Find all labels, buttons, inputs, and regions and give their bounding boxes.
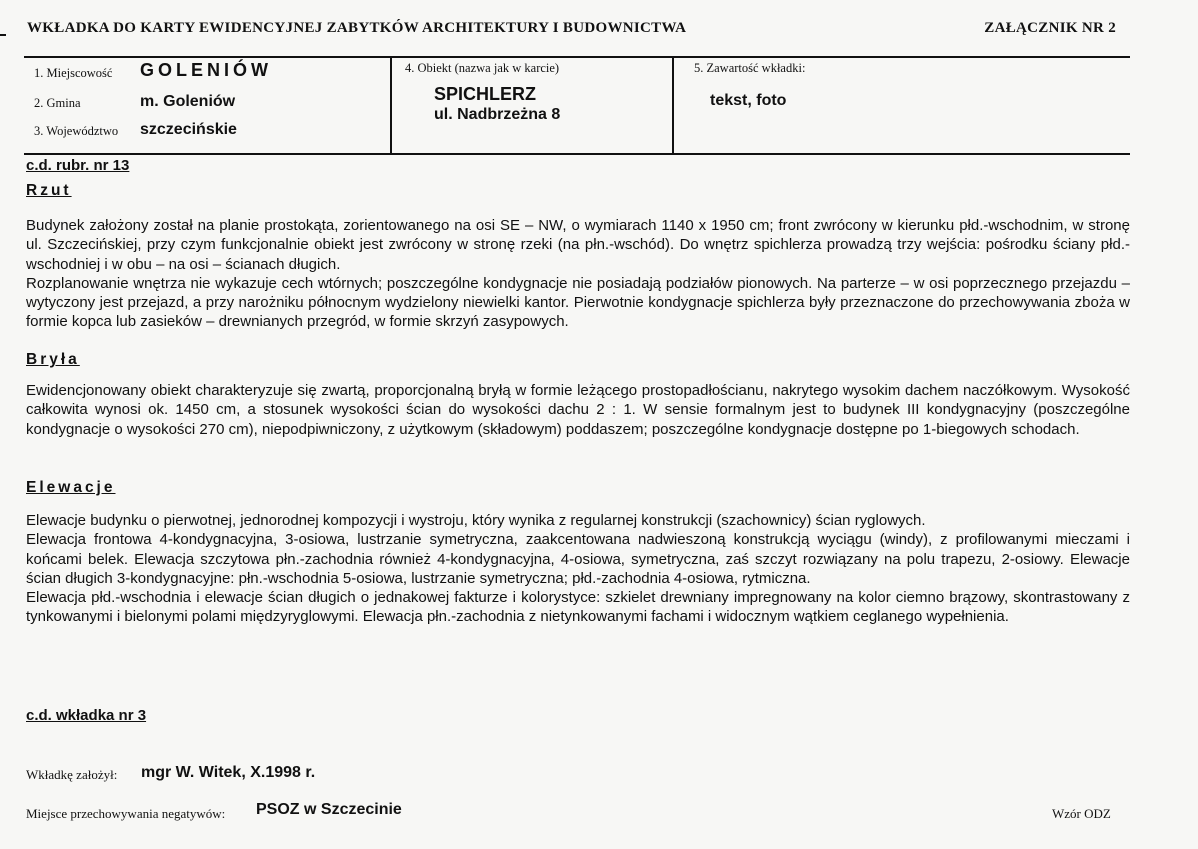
commune-value: m. Goleniów [140, 93, 236, 110]
template-mark: Wzór ODZ [1052, 806, 1111, 821]
voivodeship-value: szczecińskie [140, 121, 237, 138]
locality-label: 1. Miejscowość [34, 66, 113, 80]
object-label: 4. Obiekt (nazwa jak w karcie) [405, 61, 560, 75]
box-bottom-rule [24, 153, 1130, 155]
commune-label: 2. Gmina [34, 96, 81, 110]
paragraph: Budynek założony został na planie prostokąta, zorientowanego na osi SE – NW, o wymiarach 1140 x 1950 cm; front zwrócony w kierunku płd.-wschodnim, w stronę ul. Szczecińskiej, przy czym funkcjonalnie obiekt jest zwrócony w stronę rzeki (na płn.-wschód). Do wnętrz spichlerza prowadzą trzy wejścia: pośrodku ściany płd.-wschodniej i w obu – na osi – ścianach długich. [26, 217, 1130, 273]
author-label: Wkładkę założył: [26, 767, 118, 782]
object-address: ul. Nadbrzeżna 8 [434, 106, 561, 123]
paragraph: Elewacja frontowa 4-kondygnacyjna, 3-osiowa, lustrzanie symetryczna, zaakcentowana nadwieszoną konstrukcją wyciągu (windy), z profilowanymi mieczami i końcami belek. Elewacja szczytowa płn.-zachodnia również 4-kondygnacyjna, 4-osiowa, symetryczna, zaś szczyt rozwiązany na polu trapezu, 2-osiowy. Elewacje ścian długich 3-kondygnacyjne: płn.-wschodnia 5-osiowa, lustrzanie symetryczna; płd.-zachodnia 4-osiowa, rytmiczna. [26, 531, 1130, 587]
box-divider-1 [390, 56, 392, 154]
author-value: mgr W. Witek, X.1998 r. [141, 764, 316, 781]
continuation-ref: c.d. rubr. nr 13 [26, 157, 130, 174]
annex-number: ZAŁĄCZNIK NR 2 [984, 20, 1116, 36]
section-body-bryla [26, 381, 1130, 439]
section-body-rzut [26, 216, 1130, 332]
section-heading-elewacje: Elewacje [26, 479, 116, 496]
storage-value: PSOZ w Szczecinie [256, 801, 402, 818]
paragraph: Elewacje budynku o pierwotnej, jednorodnej kompozycji i wystroju, który wynika z regularnej konstrukcji (szachownicy) ścian ryglowych. [26, 512, 926, 529]
section-body-elewacje [26, 511, 1130, 627]
paragraph: Rozplanowanie wnętrza nie wykazuje cech wtórnych; poszczególne kondygnacje nie posiadają podziałów pionowych. Na parterze – w osi poprzecznego przejazdu – wytyczony jest przejazd, a przy narożniku północnym wydzielony niewielki kantor. Pierwotnie kondygnacje spichlerza były przeznaczone do przechowywania zboża w formie kopca lub zasieków – drewnianych przegród, w formie skrzyń zasypowych. [26, 274, 1130, 331]
object-name: SPICHLERZ [434, 84, 537, 104]
document-title: WKŁADKA DO KARTY EWIDENCYJNEJ ZABYTKÓW ARCHITEKTURY I BUDOWNICTWA [27, 20, 687, 36]
paragraph: Elewacja płd.-wschodnia i elewacje ścian długich o jednakowej fakturze i kolorystyce: szkielet drewniany impregnowany na kolor ciemno brązowy, skontrastowany z tynkowanymi i bielonymi polami międzyryglowymi. Elewacja płn.-zachodnia z nietynkowanymi fachami i widocznym wątkiem ceglanego wypełnienia. [26, 589, 1130, 626]
section-heading-rzut: Rzut [26, 182, 72, 199]
contents-value: tekst, foto [710, 92, 787, 109]
next-insert-ref: c.d. wkładka nr 3 [26, 707, 147, 724]
storage-label: Miejsce przechowywania negatywów: [26, 806, 226, 821]
box-divider-2 [672, 56, 674, 154]
voivodeship-label: 3. Województwo [34, 124, 119, 138]
section-heading-bryla: Bryła [26, 351, 80, 368]
paragraph: Ewidencjonowany obiekt charakteryzuje się zwartą, proporcjonalną bryłą w formie leżącego prostopadłościanu, nakrytego wysokim dachem naczółkowym. Wysokość całkowita wynosi ok. 1450 cm, a stosunek wysokości ścian do wysokości dachu 2 : 1. W sensie formalnym jest to budynek III kondygnacyjny (poszczególne kondygnacje o wysokości 270 cm), niepodpiwniczony, z użytkowym (składowym) poddaszem; poszczególne kondygnacje dostępne po 1-biegowych schodach. [26, 382, 1130, 438]
contents-label: 5. Zawartość wkładki: [694, 61, 806, 75]
margin-tick [0, 34, 6, 36]
box-top-rule [24, 56, 1130, 58]
locality-value: GOLENIÓW [140, 60, 272, 80]
